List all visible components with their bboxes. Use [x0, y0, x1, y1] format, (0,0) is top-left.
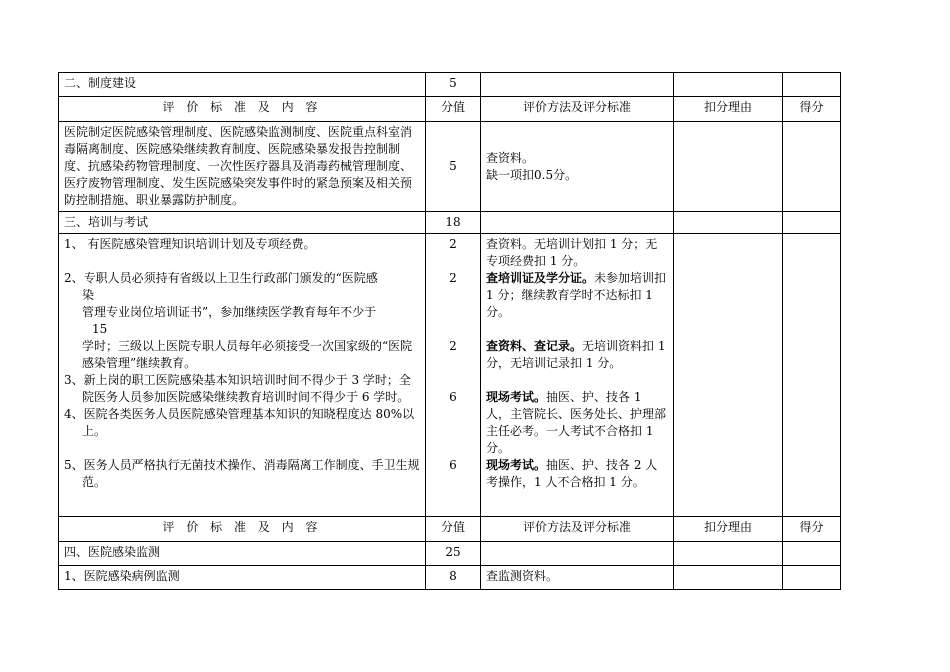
- list-item: 1、 有医院感染管理知识培训计划及专项经费。: [64, 237, 316, 251]
- list-item: 4、医院各类医务人员医院感染管理基本知识的知晓程度达 80%以上。: [64, 407, 415, 438]
- method-bold: 现场考试。: [486, 458, 547, 472]
- section-row-training: [59, 212, 841, 234]
- score-value: 6: [449, 458, 457, 472]
- section-score: 25: [426, 542, 481, 566]
- method-rest: 抽医、护、技各 1 人，主管院长、医务处长、护理部主任必考。一人考试不合格扣 1 分。: [486, 390, 667, 455]
- method-bold: 现场考试。: [486, 390, 547, 404]
- method-rest: 抽医、护、技各 2 人考操作，1 人不合格扣 1 分。: [486, 458, 658, 489]
- list-item: 学时；三级以上医院专职人员每年必须接受一次国家级的“医院感染管理”继续教育。: [82, 339, 413, 370]
- header-score: 分值: [426, 97, 481, 122]
- list-item: 3、新上岗的职工医院感染基本知识培训时间不得少于 3 学时；全院医务人员参加医院感染继续教育培训时间不得少于 6 学时。: [64, 373, 411, 404]
- score-value: 2: [449, 271, 457, 285]
- item-content: 医院制定医院感染管理制度、医院感染监测制度、医院重点科室消毒隔离制度、医院感染继续教育制度、医院感染暴发报告控制制度、抗感染药物管理制度、一次性医疗器具及消毒药械管理制度、医疗废物管理制度、发生医院感染突发事件时的紧急预案及相关预防控制措施、职业暴露防护制度。: [59, 122, 426, 212]
- header-score: 分值: [426, 517, 481, 542]
- item-score: 5: [426, 122, 481, 212]
- section-row-policy: [59, 73, 841, 97]
- header-content: 评 价 标 准 及 内 容: [59, 517, 426, 542]
- score-value: 2: [449, 339, 457, 353]
- method-text: [486, 338, 668, 372]
- table-row: [59, 566, 841, 590]
- header-content: 评 价 标 准 及 内 容: [59, 97, 426, 122]
- section-score: 18: [426, 212, 481, 234]
- header-deduct-reason: 扣分理由: [674, 517, 783, 542]
- list-item: 染: [82, 288, 95, 302]
- method-line: 查资料。: [486, 150, 535, 165]
- list-item: 管理专业岗位培训证书”，参加继续医学教育每年不少于: [82, 305, 377, 319]
- header-method: 评价方法及评分标准: [481, 97, 674, 122]
- header-row: [59, 517, 841, 542]
- table-row: [59, 122, 841, 212]
- item-methods: [481, 234, 674, 517]
- header-points: 得分: [783, 517, 841, 542]
- method-line: 缺一项扣0.5分。: [486, 167, 578, 182]
- item-content: [59, 234, 426, 517]
- item-method: [481, 122, 674, 212]
- evaluation-table: [58, 72, 841, 590]
- header-deduct-reason: 扣分理由: [674, 97, 783, 122]
- section-row-monitoring: [59, 542, 841, 566]
- item-scores: [426, 234, 481, 517]
- item-content: 1、医院感染病例监测: [59, 566, 426, 590]
- list-item: 2、专职人员必须持有省级以上卫生行政部门颁发的“医院感: [64, 271, 378, 285]
- method-rest: 无培训资料扣 1 分，无培训记录扣 1 分。: [486, 339, 666, 370]
- method-text: [486, 270, 668, 321]
- header-points: 得分: [783, 97, 841, 122]
- list-item: 15: [92, 322, 108, 336]
- method-rest: 未参加培训扣 1 分；继续教育学时不达标扣 1 分。: [486, 271, 667, 319]
- section-title: 二、制度建设: [59, 73, 426, 97]
- section-title: 四、医院感染监测: [59, 542, 426, 566]
- section-score: 5: [426, 73, 481, 97]
- item-score: 8: [426, 566, 481, 590]
- method-bold: 查培训证及学分证。: [486, 271, 595, 285]
- method-text: 查资料。无培训计划扣 1 分；无专项经费扣 1 分。: [486, 237, 658, 268]
- method-text: [486, 389, 668, 457]
- list-item: 5、医务人员严格执行无菌技术操作、消毒隔离工作制度、手卫生规范。: [64, 458, 420, 489]
- method-text: [486, 457, 668, 491]
- header-row: [59, 97, 841, 122]
- table-row: [59, 234, 841, 517]
- item-method: 查监测资料。: [481, 566, 674, 590]
- header-method: 评价方法及评分标准: [481, 517, 674, 542]
- section-title: 三、培训与考试: [59, 212, 426, 234]
- score-value: 2: [449, 237, 457, 251]
- score-value: 6: [449, 390, 457, 404]
- method-bold: 查资料、查记录。: [486, 339, 583, 353]
